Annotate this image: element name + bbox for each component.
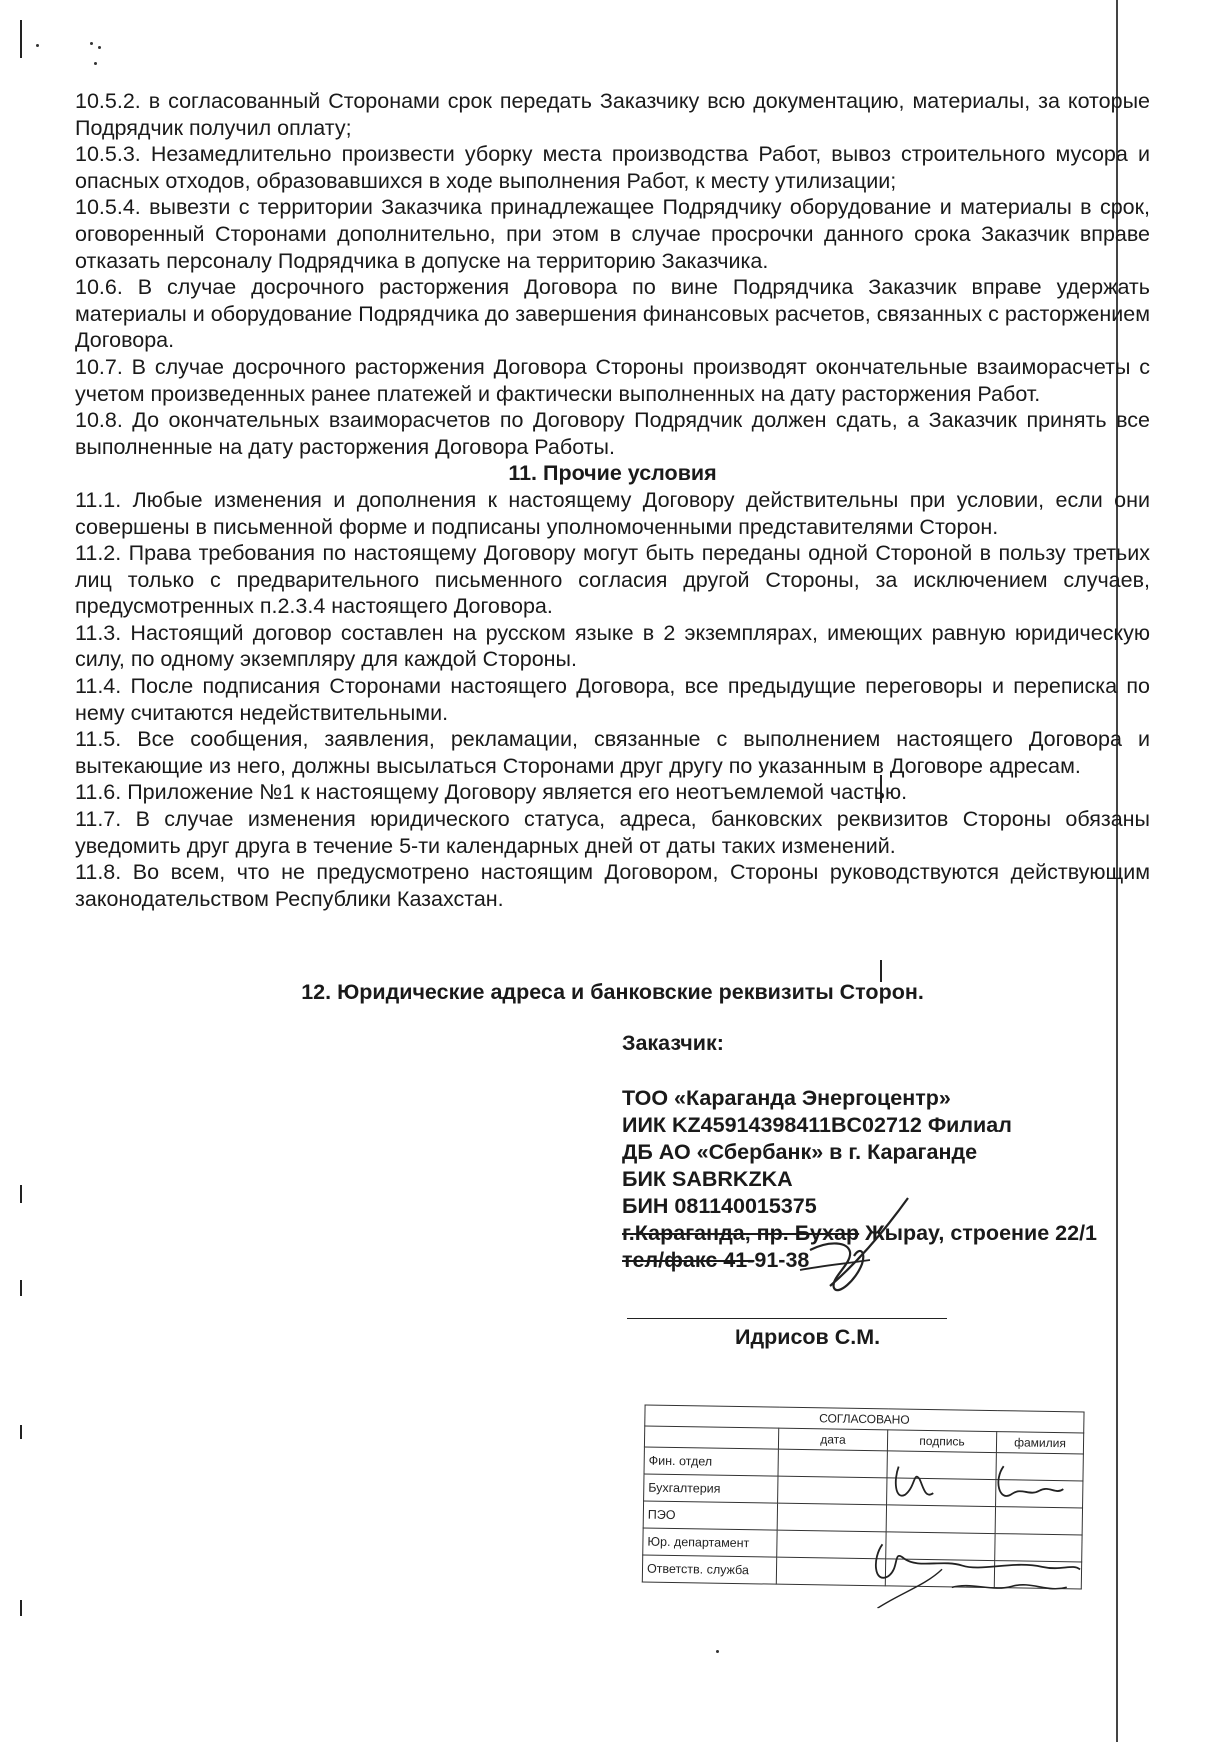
- customer-bank: ДБ АО «Сбербанк» в г. Караганде: [622, 1140, 978, 1164]
- clause-10-6: 10.6. В случае досрочного расторжения Договора по вине Подрядчика Заказчик вправе удержать материалы и оборудование Подрядчика до завершения финансовых расчетов, связанных с расторжением Договора.: [75, 275, 1150, 353]
- approval-col-date: дата: [778, 1428, 887, 1451]
- scan-speck: [90, 42, 93, 45]
- approval-cell: [994, 1561, 1081, 1589]
- clause-10-5-2: 10.5.2. в согласованный Сторонами срок передать Заказчику всю документацию, материалы, за которые Подрядчик получил оплату;: [75, 89, 1150, 140]
- approval-cell: [995, 1507, 1082, 1535]
- scan-speck: [36, 44, 39, 47]
- customer-signature: [790, 1190, 930, 1300]
- clause-10-5-3: 10.5.3. Незамедлительно произвести уборку места производства Работ, вывоз строительного мусора и опасных отходов, образовавшихся в ходе выполнения Работ, к месту утилизации;: [75, 142, 1150, 193]
- scan-speck: [98, 46, 101, 49]
- approval-cell: [777, 1530, 886, 1559]
- scan-speck: [716, 1650, 719, 1653]
- clause-11-3: 11.3. Настоящий договор составлен на русском языке в 2 экземплярах, имеющих равную юридическую силу, по одному экземпляру для каждой Стороны.: [75, 620, 1150, 672]
- clause-11-5: 11.5. Все сообщения, заявления, рекламации, связанные с выполнением настоящего Договора и вытекающие из него, должны высылаться Сторонами друг другу по указанным в Договоре адресам.: [75, 727, 1150, 778]
- approval-cell: [777, 1503, 886, 1532]
- clause-11-2: 11.2. Права требования по настоящему Договору могут быть переданы одной Стороной в пользу третьих лиц только с предварительного письменного согласия другой Стороны, за исключением случаев, предусмотренных п.2.3.4 настоящего Договора.: [75, 541, 1150, 619]
- scan-left-tick: [20, 1425, 22, 1439]
- contract-body: [75, 88, 1150, 912]
- customer-address-struck: г.Караганда, пр. Бухар: [622, 1221, 860, 1245]
- scan-speck: [94, 62, 97, 65]
- approval-cell: [996, 1453, 1083, 1481]
- approval-stamp: [641, 1405, 1084, 1612]
- section-12-title: 12. Юридические адреса и банковские реквизиты Сторон.: [301, 980, 924, 1004]
- approval-cell: [996, 1480, 1083, 1508]
- approval-corner-cell: [644, 1426, 778, 1449]
- approval-cell: [885, 1559, 994, 1588]
- clause-11-4: 11.4. После подписания Сторонами настоящего Договора, все предыдущие переговоры и переписка по нему считаются недействительными.: [75, 674, 1150, 725]
- approval-row-label: Бухгалтерия: [644, 1474, 778, 1503]
- clause-11-6: 11.6. Приложение №1 к настоящему Договору является его неотъемлемой частью.: [75, 780, 908, 805]
- customer-bin: БИН 081140015375: [622, 1194, 817, 1218]
- approval-cell: [776, 1557, 885, 1586]
- clause-11-7: 11.7. В случае изменения юридического статуса, адреса, банковских реквизитов Стороны обязаны уведомить друг друга в течение 5-ти календарных дней от даты таких изменений.: [75, 807, 1150, 858]
- clause-11-8: 11.8. Во всем, что не предусмотрено настоящим Договором, Стороны руководствуются действующим законодательством Республики Казахстан.: [75, 860, 1150, 911]
- approval-cell: [887, 1451, 996, 1480]
- approval-table: [642, 1405, 1085, 1590]
- approval-col-signature: подпись: [887, 1430, 996, 1453]
- approval-cell: [778, 1449, 887, 1478]
- approval-title: СОГЛАСОВАНО: [645, 1405, 1084, 1433]
- customer-heading: Заказчик:: [622, 1031, 724, 1055]
- clause-10-5-4: 10.5.4. вывезти с территории Заказчика принадлежащее Подрядчику оборудование и материалы в срок, оговоренный Сторонами дополнительно, при этом в случае просрочки данного срока Заказчик вправе отказать персоналу Подрядчика в допуске на территорию Заказчика.: [75, 195, 1150, 273]
- approval-row-label: ПЭО: [643, 1501, 777, 1530]
- customer-bik: БИК SABRKZKA: [622, 1167, 793, 1191]
- approval-row-label: Ответств. служба: [642, 1555, 776, 1584]
- scan-mark: [880, 960, 882, 982]
- customer-company: ТОО «Караганда Энергоцентр»: [622, 1086, 951, 1110]
- clause-11-1: 11.1. Любые изменения и дополнения к настоящему Договору действительны при условии, если они совершены в письменной форме и подписаны уполномоченными представителями Сторон.: [75, 487, 1150, 539]
- signature-line: [627, 1318, 947, 1319]
- approval-row-label: Фин. отдел: [644, 1447, 778, 1476]
- scan-left-tick: [20, 1185, 22, 1203]
- approval-cell: [887, 1478, 996, 1507]
- clause-10-7: 10.7. В случае досрочного расторжения Договора Стороны производят окончательные взаиморасчеты с учетом произведенных ранее платежей и фактически выполненных на дату расторжения Работ.: [75, 354, 1150, 406]
- clause-10-8: 10.8. До окончательных взаиморасчетов по Договору Подрядчик должен сдать, а Заказчик принять все выполненные на дату расторжения Договора Работы.: [75, 408, 1150, 459]
- customer-address-rest: Жырау, строение 22/1: [859, 1221, 1098, 1245]
- customer-phone-struck: тел/факс 41-: [622, 1248, 755, 1272]
- approval-cell: [995, 1534, 1082, 1562]
- scan-left-tick: [20, 1600, 22, 1616]
- scan-left-tick: [20, 1280, 22, 1296]
- section-11-title: 11. Прочие условия: [508, 461, 717, 486]
- scan-left-tick: [20, 20, 22, 58]
- customer-signatory: Идрисов С.М.: [735, 1325, 881, 1349]
- customer-iik: ИИК KZ45914398411BC02712 Филиал: [622, 1113, 1012, 1137]
- approval-cell: [886, 1532, 995, 1561]
- approval-row: [642, 1555, 1081, 1589]
- approval-col-surname: фамилия: [996, 1432, 1083, 1454]
- customer-phone-rest: 91-38: [754, 1248, 810, 1272]
- approval-cell: [886, 1505, 995, 1534]
- approval-row-label: Юр. департамент: [643, 1528, 777, 1557]
- approval-cell: [778, 1476, 887, 1505]
